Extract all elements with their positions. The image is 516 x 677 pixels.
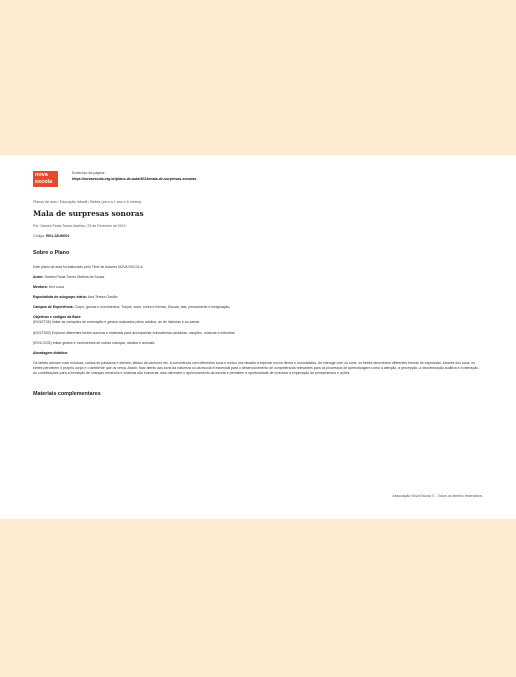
plan-code (33, 234, 69, 238)
about-intro: Este plano de aula foi elaborado pelo Time de Autores NOVA ESCOLA (33, 265, 143, 269)
specialist-label: Especialista de subgrupo etário: (33, 295, 88, 299)
objectives-block (33, 315, 200, 325)
logo-line-1: nova (35, 172, 48, 178)
fields-label: Campos de Experiência: (33, 305, 74, 309)
nova-escola-logo[interactable] (33, 171, 58, 187)
specialist-value: Ana Tereza Gavião (87, 295, 118, 299)
about-heading: Sobre o Plano (33, 250, 70, 256)
logo-line-2: escola (35, 179, 53, 185)
objective-3: (EI01CG03) Imitar gestos e movimentos de outras crianças, adultos e animais. (33, 341, 156, 345)
author-value: Samira Paula Torres Martins de Souza (44, 275, 105, 279)
footer-copyright: Associação Nova Escola © - Todos os direitos reservados. (392, 494, 483, 498)
didactic-label (33, 351, 68, 356)
objectives-label: Objetivos e códigos da Base (33, 315, 81, 319)
author-line (33, 275, 104, 280)
objective-2: (EI01TS03) Explorar diferentes fontes sonoras e materiais para acompanhar brincadeiras cantadas, canções, músicas e melodias. (33, 331, 236, 335)
didactic-text: Os bebês adoram ouvir músicas, cantos de pássaros e sirenes, latidos de cachorro etc. A convivência com diferentes sons e ruídos nos desafia a explorar novos ritmos e sonoridades. Ao interagir com os sons, os bebês descobrem diferentes formas de expressão. Através dos sons, os bebês percebem o próprio corpo e o ambiente que os cerca. Assim, ficar atento aos sons da natureza ou da escola é essencial para o desenvolvimento de competências relevantes para os processos de aprendizagem como a atenção, a percepção, a discriminação auditiva e a interação. As contribuições para a formação de crianças sensíveis e criativas são inúmeras: elas oferecem o aprimoramento da escuta e permitem a oportunidade de vivenciar a exploração de pensamentos e ações. (33, 361, 479, 375)
breadcrumb: Planos de aula / Educação Infantil / Bebês (zero a 1 ano e 6 meses) (33, 200, 142, 204)
mentor-label: Mentora: (33, 285, 48, 289)
mentor-value: Keli Lucia (48, 285, 64, 289)
specialist-line (33, 295, 118, 300)
objective-1: (EI01ET05) Imitar as variações de entonação e gestos realizados pelos adultos, ao ler histórias e ao cantar. (33, 320, 201, 324)
page-title: Mala de surpresas sonoras (33, 209, 144, 218)
author-label: Autor: (33, 275, 44, 279)
address-url[interactable]: https://novaescola.org.br/plano-de-aula/4024/mala-de-surpresas-sonoras (72, 177, 197, 181)
code-label: Código: (33, 234, 46, 238)
code-value: EI01-18UN004 (46, 234, 70, 238)
mentor-line (33, 285, 64, 290)
address-label: Endereço da página: (72, 171, 106, 175)
author-date: Por: Samira Paula Torres Martins / 23 de Fevereiro de 2019 (33, 224, 126, 228)
materials-heading: Materiais complementares (33, 391, 101, 397)
document-page (0, 155, 516, 519)
didactic-label-text: Abordagem didática: (33, 351, 68, 355)
fields-line (33, 305, 230, 310)
fields-value: Corpo, gestos e movimentos; Traços, sons, cores e formas; Escuta, fala, pensamento e imaginação. (74, 305, 231, 309)
